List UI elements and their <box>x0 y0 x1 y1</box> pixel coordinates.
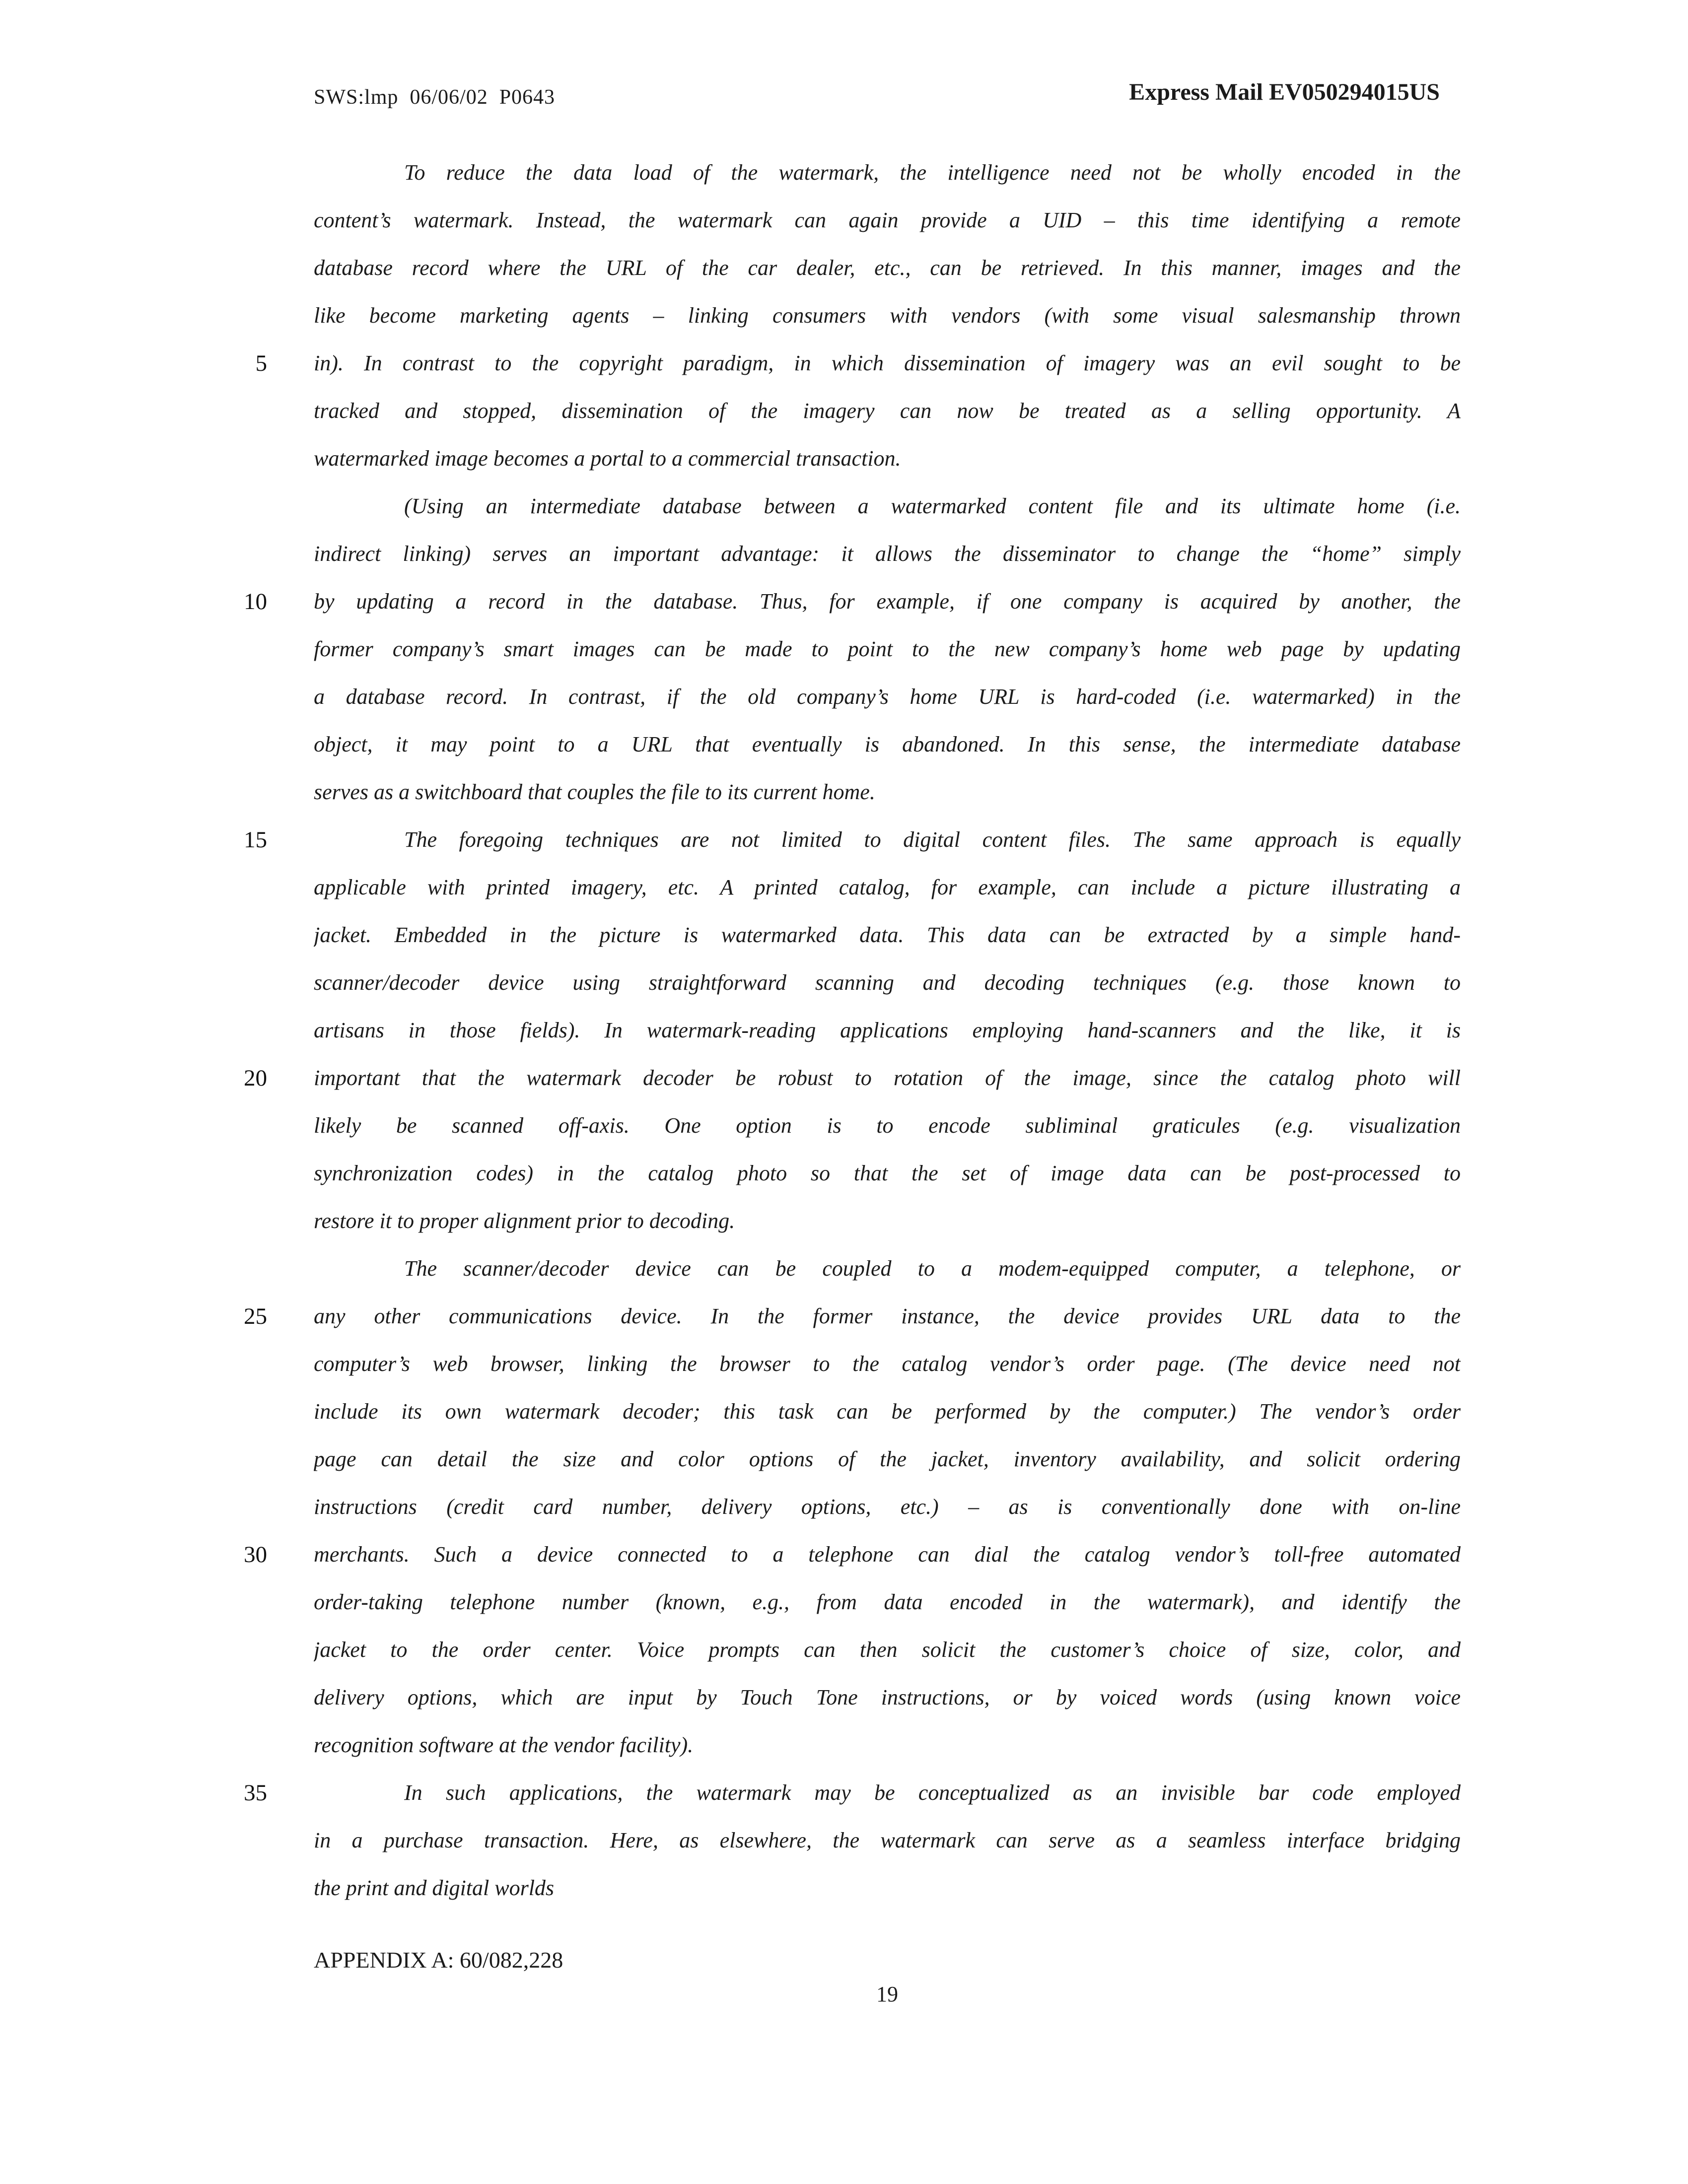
text-line <box>314 864 1461 911</box>
text-line <box>314 721 1461 768</box>
text-line <box>314 673 1461 721</box>
line-text: serves as a switchboard that couples the file to its current home. <box>314 780 875 804</box>
line-text: important that the watermark decoder be robust to rotation of the image, since the catalog photo will <box>314 1066 1461 1090</box>
line-text: database record where the URL of the car dealer, etc., can be retrieved. In this manner, images and the <box>314 256 1461 280</box>
line-number: 15 <box>244 827 267 853</box>
text-line <box>244 1054 1461 1102</box>
line-text: artisans in those fields). In watermark-reading applications employing hand-scanners and the like, it is <box>314 1018 1461 1042</box>
line-text: a database record. In contrast, if the old company’s home URL is hard-coded (i.e. watermarked) in the <box>314 684 1461 709</box>
text-line <box>314 1483 1461 1531</box>
text-line <box>244 578 1461 625</box>
line-text: like become marketing agents – linking consumers with vendors (with some visual salesmanship thrown <box>314 303 1461 328</box>
line-text: instructions (credit card number, delivery options, etc.) – as is conventionally done with on-line <box>314 1495 1461 1519</box>
line-text: tracked and stopped, dissemination of the imagery can now be treated as a selling opportunity. A <box>314 399 1461 423</box>
body-lines <box>244 149 1461 1912</box>
text-line <box>314 387 1461 435</box>
line-number: 5 <box>255 350 267 376</box>
text-line <box>314 149 1461 197</box>
line-text: in a purchase transaction. Here, as elsewhere, the watermark can serve as a seamless interface bridging <box>314 1828 1461 1852</box>
line-number: 20 <box>244 1065 267 1091</box>
text-line <box>314 197 1461 244</box>
text-line <box>314 244 1461 292</box>
line-number: 25 <box>244 1303 267 1329</box>
text-line <box>314 1578 1461 1626</box>
line-text: order-taking telephone number (known, e.g., from data encoded in the watermark), and identify the <box>314 1590 1461 1614</box>
line-text: jacket. Embedded in the picture is watermarked data. This data can be extracted by a simple hand- <box>314 923 1461 947</box>
line-text: likely be scanned off-axis. One option is to encode subliminal graticules (e.g. visualization <box>314 1113 1461 1138</box>
text-line <box>314 1817 1461 1864</box>
text-line <box>314 482 1461 530</box>
text-line <box>314 1435 1461 1483</box>
text-line <box>244 1769 1461 1817</box>
text-line <box>314 1626 1461 1674</box>
line-text: former company’s smart images can be made to point to the new company’s home web page by updating <box>314 637 1461 661</box>
text-line <box>314 1388 1461 1435</box>
line-text: The foregoing techniques are not limited to digital content files. The same approach is equally <box>404 827 1461 852</box>
text-line <box>314 959 1461 1007</box>
line-text: jacket to the order center. Voice prompts can then solicit the customer’s choice of size, color, and <box>314 1638 1461 1662</box>
text-line <box>314 435 1461 482</box>
line-text: recognition software at the vendor facility). <box>314 1733 694 1757</box>
line-text: content’s watermark. Instead, the watermark can again provide a UID – this time identifying a remote <box>314 208 1461 232</box>
text-line <box>314 1150 1461 1197</box>
text-line <box>314 1721 1461 1769</box>
line-number: 10 <box>244 589 267 614</box>
text-line <box>314 530 1461 578</box>
line-text: the print and digital worlds <box>314 1876 555 1900</box>
text-line <box>255 340 1461 387</box>
text-line <box>244 1293 1461 1340</box>
line-text: indirect linking) serves an important advantage: it allows the disseminator to change the “home” simply <box>314 542 1461 566</box>
line-text: page can detail the size and color options of the jacket, inventory availability, and solicit ordering <box>314 1447 1461 1471</box>
line-text: include its own watermark decoder; this task can be performed by the computer.) The vendor’s order <box>314 1399 1461 1424</box>
line-text: To reduce the data load of the watermark, the intelligence need not be wholly encoded in the <box>404 160 1461 185</box>
header-docket-number: SWS:lmp 06/06/02 P0643 <box>314 86 556 109</box>
line-text: computer’s web browser, linking the browser to the catalog vendor’s order page. (The device need not <box>314 1352 1461 1376</box>
text-line <box>314 625 1461 673</box>
text-line <box>314 768 1461 816</box>
line-text: synchronization codes) in the catalog photo so that the set of image data can be post-processed to <box>314 1161 1461 1185</box>
text-line <box>314 911 1461 959</box>
text-line <box>314 1340 1461 1388</box>
line-text: The scanner/decoder device can be coupled to a modem-equipped computer, a telephone, or <box>404 1256 1461 1281</box>
text-line <box>314 292 1461 340</box>
text-line <box>244 816 1461 864</box>
text-line <box>244 1531 1461 1578</box>
footer-appendix-reference: APPENDIX A: 60/082,228 <box>314 1947 563 1973</box>
line-text: (Using an intermediate database between a watermarked content file and its ultimate home (i.e. <box>404 494 1461 518</box>
line-text: applicable with printed imagery, etc. A printed catalog, for example, can include a picture illustrating a <box>314 875 1461 899</box>
line-text: delivery options, which are input by Touch Tone instructions, or by voiced words (using known voice <box>314 1685 1461 1709</box>
line-text: in). In contrast to the copyright paradigm, in which dissemination of imagery was an evil sought to be <box>314 351 1461 375</box>
text-line <box>314 1102 1461 1150</box>
text-line <box>314 1864 1461 1912</box>
text-line <box>314 1197 1461 1245</box>
text-line <box>314 1245 1461 1293</box>
header-express-mail-label: Express Mail EV050294015US <box>1129 79 1440 105</box>
line-text: any other communications device. In the former instance, the device provides URL data to the <box>314 1304 1461 1328</box>
line-text: by updating a record in the database. Thus, for example, if one company is acquired by another, the <box>314 589 1461 614</box>
line-text: merchants. Such a device connected to a telephone can dial the catalog vendor’s toll-free automated <box>314 1542 1461 1567</box>
line-text: In such applications, the watermark may be conceptualized as an invisible bar code employed <box>404 1780 1461 1805</box>
text-line <box>314 1007 1461 1054</box>
line-text: object, it may point to a URL that eventually is abandoned. In this sense, the intermediate database <box>314 732 1461 756</box>
text-line <box>314 1674 1461 1721</box>
line-text: restore it to proper alignment prior to decoding. <box>314 1209 735 1233</box>
page-number: 19 <box>876 1982 898 2006</box>
line-text: scanner/decoder device using straightforward scanning and decoding techniques (e.g. those known to <box>314 970 1461 995</box>
line-number: 30 <box>244 1542 267 1568</box>
line-text: watermarked image becomes a portal to a commercial transaction. <box>314 446 901 471</box>
line-number: 35 <box>244 1780 267 1806</box>
